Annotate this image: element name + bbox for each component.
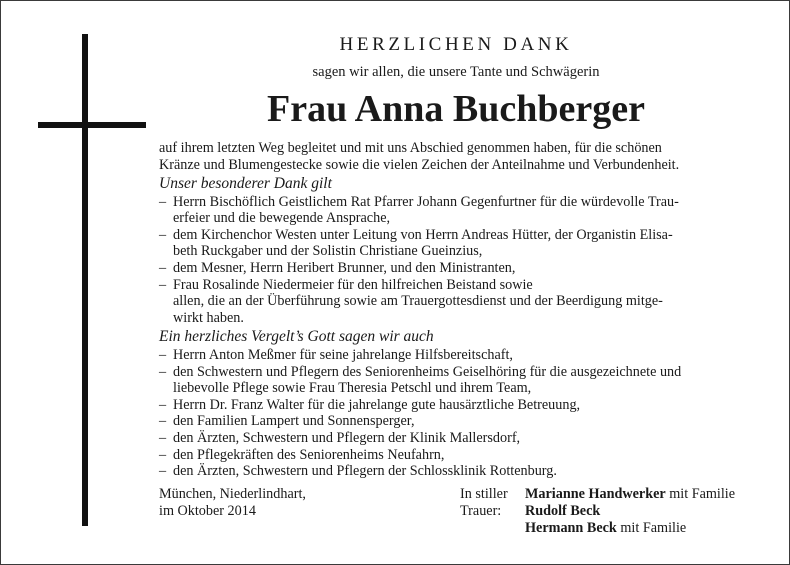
deceased-name: Frau Anna Buchberger: [267, 88, 645, 130]
list-item-text: Herrn Anton Meßmer für seine jahrelange Hilfsbereitschaft,: [173, 346, 513, 363]
mourner: [525, 503, 755, 520]
list-item-text: Herrn Bischöflich Geistlichem Rat Pfarrer Johann Gegenfurtner für die würdevolle Trau-: [173, 193, 679, 210]
list-item: [159, 413, 753, 430]
list-item: [159, 447, 753, 464]
list-item: [159, 364, 753, 397]
special-thanks-list: [159, 194, 753, 327]
list-item-text: dem Mesner, Herrn Heribert Brunner, und den Ministranten,: [173, 260, 516, 277]
cross-horizontal-bar: [38, 122, 146, 128]
list-item-text: liebevolle Pflege sowie Frau Theresia Petschl und ihrem Team,: [173, 380, 532, 397]
list-item-text: den Schwestern und Pflegern des Seniorenheims Geiselhöring für die ausgezeichnete und: [173, 363, 682, 380]
cross-vertical-bar: [82, 34, 88, 526]
list-item-text: allen, die an der Überführung sowie am Trauergottesdienst und der Beerdigung mitge-: [173, 293, 663, 310]
mourning-label: [460, 486, 526, 520]
notice-body: [159, 140, 753, 480]
list-item-text: wirkt haben.: [173, 309, 244, 326]
list-item-text: Frau Rosalinde Niedermeier für den hilfreichen Beistand sowie: [173, 276, 533, 293]
list-item-text: den Ärzten, Schwestern und Pflegern der Klinik Mallersdorf,: [173, 429, 521, 446]
list-item: [159, 397, 753, 414]
list-item: [159, 463, 753, 480]
section-title-vergelts-gott: Ein herzliches Vergelt’s Gott sagen wir auch: [159, 328, 434, 346]
section-title-special-thanks: Unser besonderer Dank gilt: [159, 175, 332, 193]
list-item-text: den Familien Lampert und Sonnensperger,: [173, 413, 415, 430]
mourner-name: Hermann Beck: [525, 520, 617, 536]
list-item: [159, 227, 753, 260]
list-item-text: erfeier und die bewegende Ansprache,: [173, 210, 391, 227]
mourning-label-line: Trauer:: [460, 503, 502, 519]
list-item-text: den Pflegekräften des Seniorenheims Neufahrn,: [173, 446, 445, 463]
list-item: [159, 430, 753, 447]
place-and-date: [159, 486, 459, 520]
list-item: [159, 277, 753, 327]
list-item-text: beth Ruckgaber und der Solistin Christiane Gueinzius,: [173, 243, 483, 260]
thanks-paragraph-line: Kränze und Blumengestecke sowie die vielen Zeichen der Anteilnahme und Verbundenheit.: [159, 156, 680, 173]
thanks-paragraph-line: auf ihrem letzten Weg begleitet und mit uns Abschied genommen haben, für die schönen: [159, 140, 662, 156]
mourner: [525, 520, 755, 537]
mourner-name: Marianne Handwerker: [525, 486, 666, 502]
list-item: [159, 194, 753, 227]
mourner-name: Rudolf Beck: [525, 503, 601, 519]
list-item-text: dem Kirchenchor Westen unter Leitung von Herrn Andreas Hütter, der Organistin Elisa-: [173, 226, 673, 243]
thanks-paragraph: [159, 140, 753, 173]
vergelts-gott-list: [159, 347, 753, 480]
mourner-suffix: mit Familie: [616, 520, 687, 536]
list-item: [159, 260, 753, 277]
mourner: [525, 486, 755, 503]
place-line: München, Niederlindhart,: [159, 486, 306, 502]
list-item: [159, 347, 753, 364]
date-line: im Oktober 2014: [159, 503, 256, 519]
mourner-suffix: mit Familie: [665, 486, 736, 502]
notice-heading: HERZLICHEN DANK: [339, 34, 573, 55]
mourning-label-line: In stiller: [460, 486, 508, 502]
mourners-list: [525, 486, 755, 537]
list-item-text: den Ärzten, Schwestern und Pflegern der Schlossklinik Rottenburg.: [173, 463, 557, 480]
list-item-text: Herrn Dr. Franz Walter für die jahrelange gute hausärztliche Betreuung,: [173, 396, 581, 413]
intro-line: sagen wir allen, die unsere Tante und Schwägerin: [312, 64, 600, 80]
